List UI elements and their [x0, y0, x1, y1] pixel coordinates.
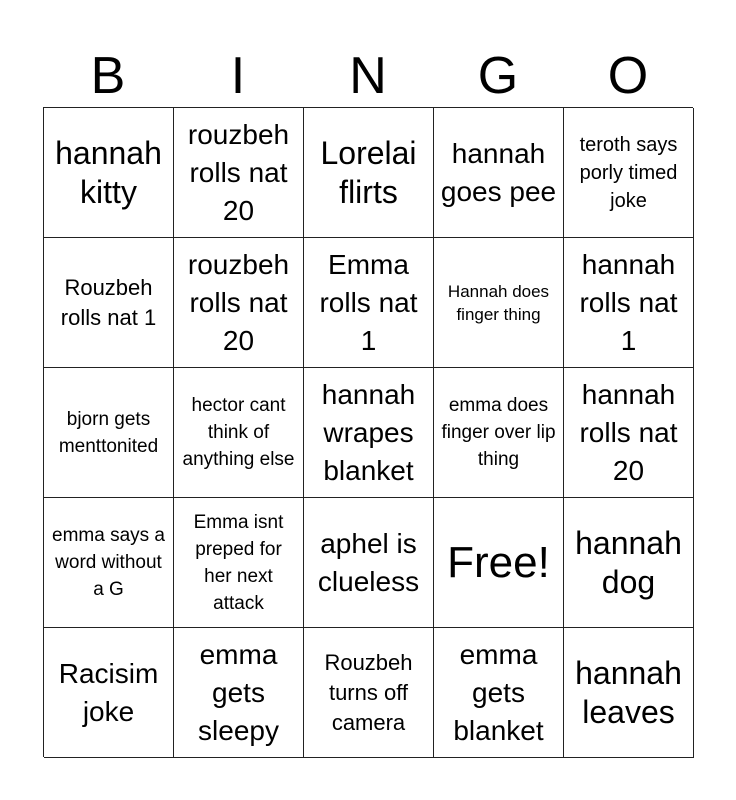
bingo-cell[interactable] [44, 368, 174, 498]
bingo-cell[interactable] [174, 108, 304, 238]
cell-text: hector cant think of anything else [182, 395, 295, 470]
cell-text: hannah kitty [55, 134, 162, 210]
bingo-cell[interactable] [304, 368, 434, 498]
cell-text: hannah wrapes blanket [321, 378, 416, 486]
bingo-cell[interactable] [44, 238, 174, 368]
free-space-text: Free! [447, 537, 550, 587]
bingo-cell[interactable] [304, 108, 434, 238]
cell-text: Emma isnt preped for her next attack [193, 511, 284, 614]
bingo-cell[interactable] [304, 628, 434, 758]
cell-text: rouzbeh rolls nat 20 [187, 248, 290, 356]
bingo-cell[interactable] [434, 238, 564, 368]
bingo-cell[interactable] [44, 108, 174, 238]
cell-text: teroth says porly timed joke [579, 133, 678, 212]
bingo-cell[interactable] [564, 498, 694, 628]
header-letter-n: N [349, 47, 387, 105]
cell-text: Rouzbeh rolls nat 1 [60, 274, 157, 330]
cell-text: emma does finger over lip thing [441, 395, 556, 470]
header-letter-g: G [477, 47, 519, 105]
bingo-cell[interactable] [564, 238, 694, 368]
header-letter-i: I [230, 47, 246, 105]
bingo-cell[interactable] [564, 368, 694, 498]
cell-text: Hannah does finger thing [447, 281, 550, 324]
bingo-header [43, 44, 693, 108]
cell-text: hannah leaves [575, 654, 682, 730]
cell-text: emma gets sleepy [198, 638, 279, 746]
cell-text: rouzbeh rolls nat 20 [187, 118, 290, 226]
cell-text: Lorelai flirts [320, 134, 417, 210]
bingo-cell[interactable] [434, 108, 564, 238]
bingo-cell[interactable] [434, 628, 564, 758]
cell-text: Rouzbeh turns off camera [324, 649, 413, 735]
cell-text: Emma rolls nat 1 [319, 248, 418, 356]
cell-text: hannah dog [575, 524, 682, 600]
bingo-cell[interactable] [44, 498, 174, 628]
bingo-cell[interactable] [174, 368, 304, 498]
bingo-cell-free[interactable] [434, 498, 564, 628]
cell-text: aphel is clueless [317, 527, 420, 597]
bingo-cell[interactable] [174, 498, 304, 628]
cell-text: hannah goes pee [440, 137, 557, 207]
header-letter-o: O [607, 47, 649, 105]
cell-text: emma gets blanket [453, 638, 544, 746]
cell-text: emma says a word without a G [52, 525, 165, 600]
bingo-cell[interactable] [174, 628, 304, 758]
bingo-cell[interactable] [564, 108, 694, 238]
bingo-cell[interactable] [434, 368, 564, 498]
cell-text: Racisim joke [58, 657, 159, 727]
cell-text: hannah rolls nat 20 [579, 378, 678, 486]
cell-text: hannah rolls nat 1 [579, 248, 678, 356]
header-letter-b: B [90, 47, 126, 105]
cell-text: bjorn gets menttonited [58, 408, 159, 457]
bingo-cell[interactable] [304, 498, 434, 628]
bingo-grid [43, 107, 693, 757]
bingo-cell[interactable] [44, 628, 174, 758]
bingo-cell[interactable] [174, 238, 304, 368]
bingo-cell[interactable] [304, 238, 434, 368]
bingo-cell[interactable] [564, 628, 694, 758]
